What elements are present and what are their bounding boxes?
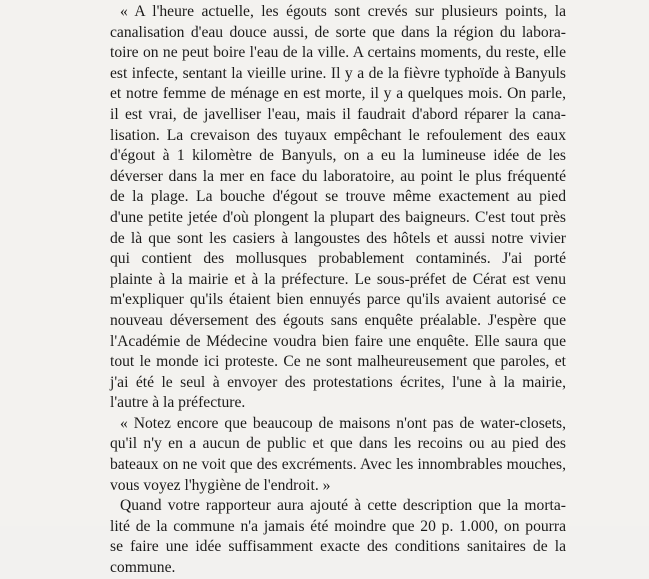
text-line: il est vrai, de javelliser l'eau, mais il faudrait d'abord réparer la cana-: [110, 105, 566, 123]
text-line: lité de la commune n'a jamais été moindre que 20 p. 1.000, on pourra: [110, 517, 566, 535]
text-line: d'égout à 1 kilomètre de Banyuls, on a eu la lumineuse idée de les: [110, 147, 566, 165]
text-line: qu'il n'y en a aucun de public et que dans les recoins ou au pied des: [110, 435, 566, 453]
text-line: qui contient des mollusques probablement contaminés. J'ai porté: [110, 250, 566, 268]
text-line: bateaux on ne voit que des excréments. Avec les innombrables mouches,: [110, 456, 566, 474]
text-line: plainte à la mairie et à la préfecture. Le sous-préfet de Cérat est venu: [110, 270, 566, 288]
text-line: d'une petite jetée d'où plongent la plupart des baigneurs. C'est tout près: [110, 208, 566, 226]
text-line: toire on ne peut boire l'eau de la ville. A certains moments, du reste, elle: [110, 44, 566, 62]
text-line: l'Académie de Médecine voudra bien faire une enquête. Elle saura que: [110, 332, 566, 350]
text-line: m'expliquer qu'ils étaient bien ennuyés parce qu'ils avaient autorisé ce: [110, 291, 566, 309]
text-line: j'ai été le seul à envoyer des protestations écrites, l'une à la mairie,: [110, 373, 566, 391]
text-line: Quand votre rapporteur aura ajouté à cette description que la morta-: [120, 497, 566, 515]
text-line: nouveau déversement des égouts sans enquête préalable. J'espère que: [110, 311, 566, 329]
text-line: déverser dans la mer en face du laboratoire, au point le plus fréquenté: [110, 167, 566, 185]
body-text: [110, 2, 566, 579]
text-line: vous voyez l'hygiène de l'endroit. »: [110, 476, 331, 494]
text-line: tout le monde ici proteste. Ce ne sont malheureusement que paroles, et: [110, 353, 566, 371]
text-line: canalisation d'eau douce aussi, de sorte que dans la région du labora-: [110, 23, 566, 41]
text-line: se faire une idée suffisamment exacte des conditions sanitaires de la: [110, 538, 566, 556]
text-line: et notre femme de ménage en est morte, il y a quelques mois. On parle,: [110, 85, 566, 103]
text-line: est infecte, sentant la vieille urine. Il y a de la fièvre typhoïde à Banyuls: [110, 64, 566, 82]
text-line: lisation. La crevaison des tuyaux empêchant le refoulement des eaux: [110, 126, 566, 144]
text-line: de là que sont les casiers à langoustes des hôtels et aussi notre vivier: [110, 229, 566, 247]
text-line: « Notez encore que beaucoup de maisons n'ont pas de water-closets,: [120, 414, 566, 432]
text-line: commune.: [110, 559, 176, 577]
text-line: « A l'heure actuelle, les égouts sont crevés sur plusieurs points, la: [120, 3, 566, 20]
text-line: de la plage. La bouche d'égout se trouve même exactement au pied: [110, 188, 566, 206]
text-line: l'autre à la préfecture.: [110, 394, 246, 412]
